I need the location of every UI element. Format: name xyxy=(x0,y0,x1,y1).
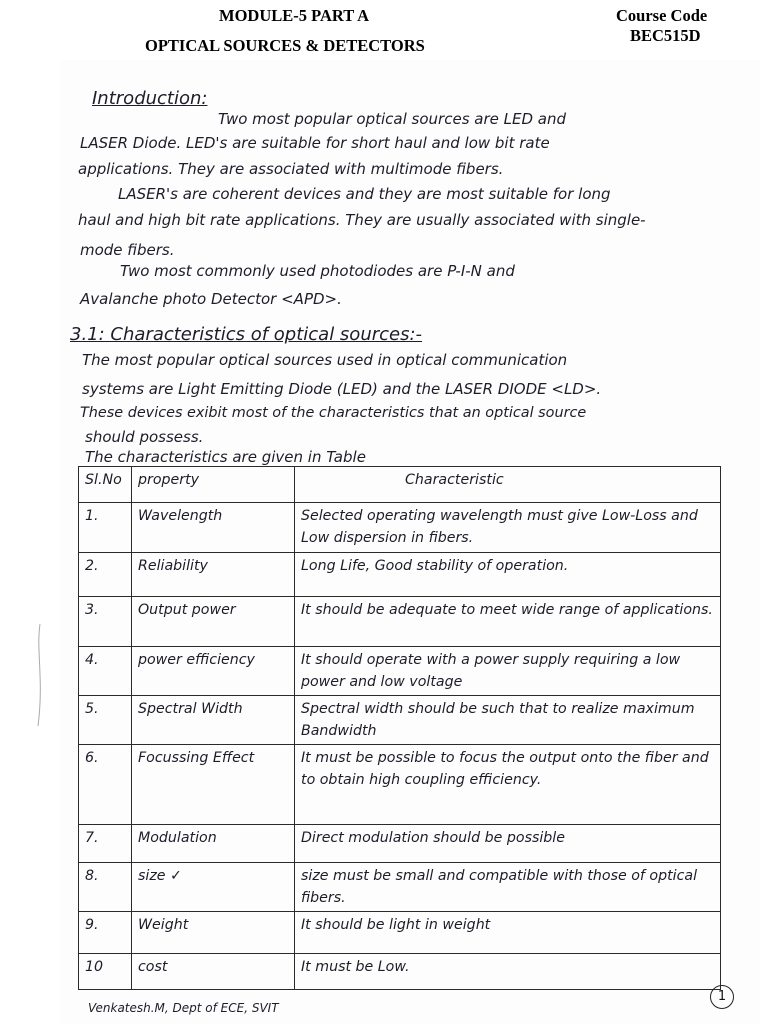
row-property: Spectral Width xyxy=(132,696,295,745)
table-header-row xyxy=(79,467,721,503)
row-property: Modulation xyxy=(132,825,295,863)
row-number: 4. xyxy=(79,647,132,696)
intro-line: Avalanche photo Detector <APD>. xyxy=(80,290,342,308)
intro-line: applications. They are associated with multimode fibers. xyxy=(78,160,504,178)
row-number: 3. xyxy=(79,597,132,647)
table-row xyxy=(79,745,721,825)
row-property: Weight xyxy=(132,912,295,954)
table-row xyxy=(79,553,721,597)
row-characteristic: It should be light in weight xyxy=(295,912,721,954)
intro-line: Two most commonly used photodiodes are P-I-N and xyxy=(120,262,515,280)
table-row xyxy=(79,647,721,696)
row-number: 8. xyxy=(79,863,132,912)
header-characteristic: Characteristic xyxy=(295,467,721,503)
row-number: 7. xyxy=(79,825,132,863)
intro-line: LASER's are coherent devices and they are most suitable for long xyxy=(118,185,611,203)
row-property: Reliability xyxy=(132,553,295,597)
header-property: property xyxy=(132,467,295,503)
section-heading: 3.1: Characteristics of optical sources:- xyxy=(70,324,423,345)
row-number: 9. xyxy=(79,912,132,954)
table-row xyxy=(79,912,721,954)
table-row xyxy=(79,825,721,863)
row-characteristic: It must be possible to focus the output onto the fiber and to obtain high coupling efficiency. xyxy=(295,745,721,825)
row-characteristic: Selected operating wavelength must give Low-Loss and Low dispersion in fibers. xyxy=(295,503,721,553)
row-characteristic: size must be small and compatible with those of optical fibers. xyxy=(295,863,721,912)
table-row xyxy=(79,597,721,647)
section-line: The characteristics are given in Table xyxy=(85,448,366,466)
intro-line: mode fibers. xyxy=(80,241,175,259)
header-sl-no: Sl.No xyxy=(79,467,132,503)
row-number: 10 xyxy=(79,954,132,990)
row-property: Focussing Effect xyxy=(132,745,295,825)
module-title: MODULE-5 PART A xyxy=(219,6,370,25)
section-line: The most popular optical sources used in optical communication xyxy=(82,351,568,369)
row-property: power efficiency xyxy=(132,647,295,696)
course-code-label: Course Code xyxy=(616,6,708,25)
margin-scribble xyxy=(30,620,50,730)
row-number: 6. xyxy=(79,745,132,825)
subject-title: OPTICAL SOURCES & DETECTORS xyxy=(145,36,425,55)
table-row xyxy=(79,954,721,990)
intro-line: haul and high bit rate applications. They are usually associated with single- xyxy=(78,211,646,229)
intro-heading: Introduction: xyxy=(92,88,208,109)
row-property: Output power xyxy=(132,597,295,647)
row-characteristic: It must be Low. xyxy=(295,954,721,990)
section-line: systems are Light Emitting Diode (LED) and the LASER DIODE <LD>. xyxy=(82,380,602,398)
section-line: These devices exibit most of the characteristics that an optical source xyxy=(80,405,587,421)
intro-line: LASER Diode. LED's are suitable for short haul and low bit rate xyxy=(80,134,550,152)
table-row xyxy=(79,696,721,745)
row-number: 5. xyxy=(79,696,132,745)
row-characteristic: Spectral width should be such that to realize maximum Bandwidth xyxy=(295,696,721,745)
table-row xyxy=(79,503,721,553)
pencil-scribble-icon xyxy=(30,620,50,730)
table-row xyxy=(79,863,721,912)
intro-line: Two most popular optical sources are LED and xyxy=(218,110,567,128)
row-property: cost xyxy=(132,954,295,990)
footer-author: Venkatesh.M, Dept of ECE, SVIT xyxy=(88,1001,279,1015)
row-characteristic: Long Life, Good stability of operation. xyxy=(295,553,721,597)
course-code: BEC515D xyxy=(630,26,701,45)
row-property: size ✓ xyxy=(132,863,295,912)
page-number: 1 xyxy=(710,985,734,1009)
row-number: 2. xyxy=(79,553,132,597)
row-characteristic: It should operate with a power supply requiring a low power and low voltage xyxy=(295,647,721,696)
row-characteristic: Direct modulation should be possible xyxy=(295,825,721,863)
characteristics-table xyxy=(78,466,721,990)
row-characteristic: It should be adequate to meet wide range of applications. xyxy=(295,597,721,647)
section-line: should possess. xyxy=(85,428,204,446)
row-property: Wavelength xyxy=(132,503,295,553)
row-number: 1. xyxy=(79,503,132,553)
